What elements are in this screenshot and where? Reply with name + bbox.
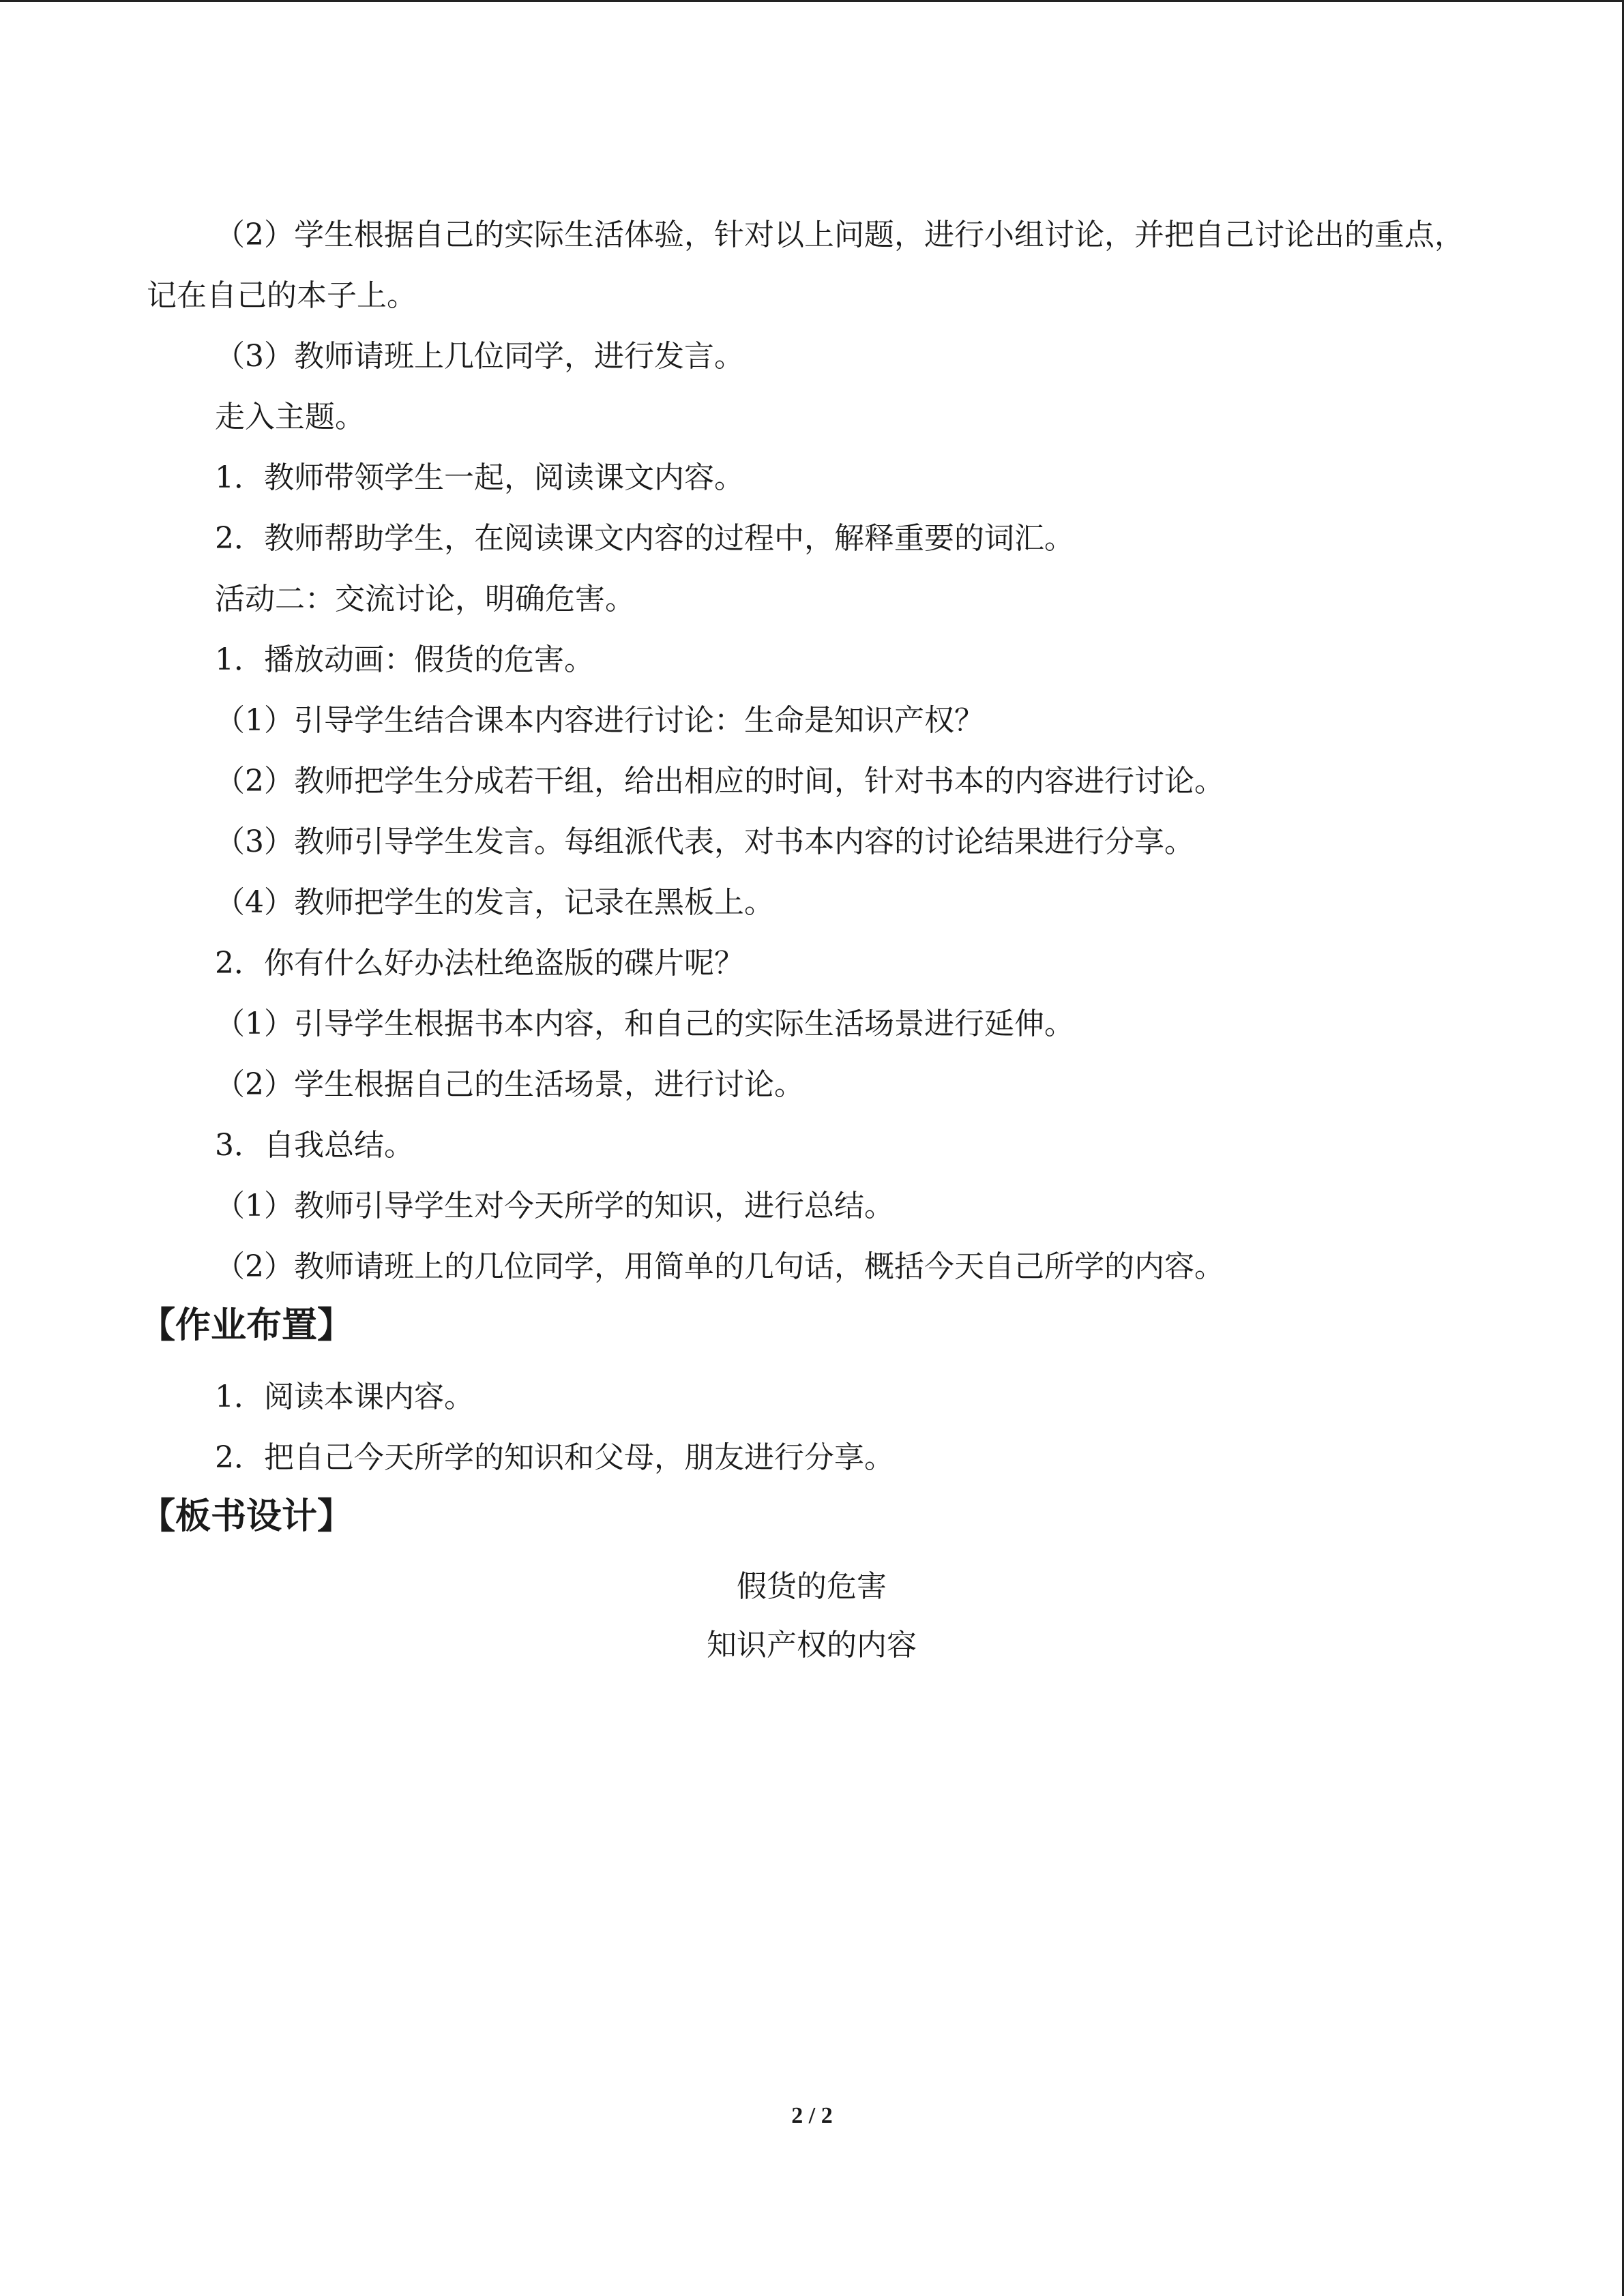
homework-item: 1．阅读本课内容。 [215,1380,474,1414]
page-border-top [0,0,1624,2]
body-paragraph: （1）引导学生结合课本内容进行讨论：生命是知识产权？ [215,703,984,738]
body-paragraph: （1）引导学生根据书本内容，和自己的实际生活场景进行延伸。 [215,1007,1074,1041]
homework-heading: 【作业布置】 [140,1305,353,1346]
body-paragraph: （3）教师请班上几位同学，进行发言。 [215,339,744,374]
homework-item: 2．把自己今天所学的知识和父母，朋友进行分享。 [215,1440,894,1475]
body-paragraph: 2．教师帮助学生，在阅读课文内容的过程中，解释重要的词汇。 [215,521,1074,556]
body-paragraph: （1）教师引导学生对今天所学的知识，进行总结。 [215,1189,894,1223]
body-paragraph: （2）学生根据自己的生活场景，进行讨论。 [215,1067,804,1102]
body-paragraph: （2）教师请班上的几位同学，用简单的几句话，概括今天自己所学的内容。 [215,1249,1224,1284]
body-paragraph: （4）教师把学生的发言，记录在黑板上。 [215,885,774,920]
body-paragraph: 活动二：交流讨论，明确危害。 [215,582,635,616]
board-design-line: 知识产权的内容 [707,1628,917,1663]
body-paragraph: 1．教师带领学生一起，阅读课文内容。 [215,460,744,495]
body-paragraph: （2）学生根据自己的实际生活体验，针对以上问题，进行小组讨论，并把自己讨论出的重点，记在自己的本子上。 [147,218,1464,313]
page-number: 2 / 2 [791,2103,833,2128]
body-paragraph: 走入主题。 [215,400,365,434]
body-paragraph: 2．你有什么好办法杜绝盗版的碟片呢？ [215,946,744,981]
body-paragraph: 1．播放动画：假货的危害。 [215,642,594,677]
board-design-line: 假货的危害 [737,1569,887,1604]
body-paragraph: （3）教师引导学生发言。每组派代表，对书本内容的讨论结果进行分享。 [215,824,1194,859]
body-paragraph: 3．自我总结。 [215,1128,414,1163]
board-design-content [147,1557,1477,1675]
document-body [140,205,1477,1675]
body-paragraph: （2）教师把学生分成若干组，给出相应的时间，针对书本的内容进行讨论。 [215,764,1224,799]
board-design-heading: 【板书设计】 [140,1496,353,1537]
